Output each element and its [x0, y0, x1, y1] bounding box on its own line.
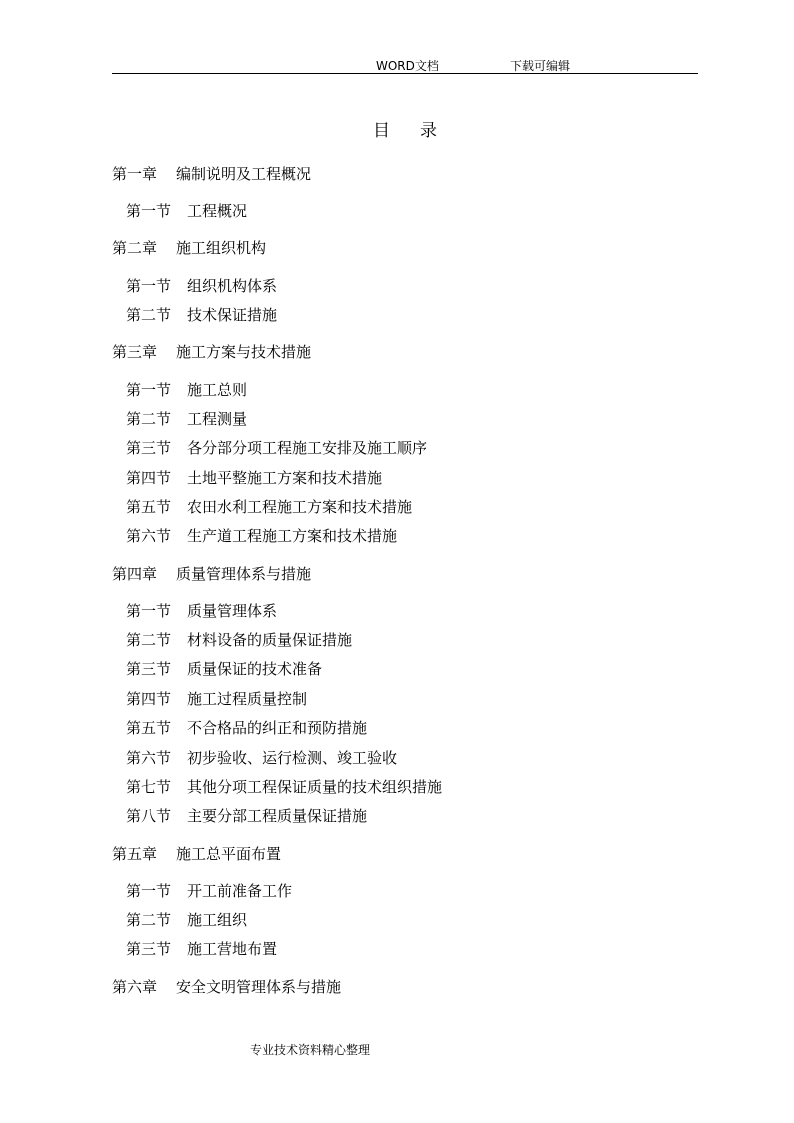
toc-entry-number: 第三节 [126, 439, 172, 457]
toc-chapter-entry [112, 163, 311, 184]
toc-section-entry [126, 805, 367, 826]
toc-entry-title: 其他分项工程保证质量的技术组织措施 [187, 778, 443, 796]
toc-entry-title: 质量管理体系与措施 [176, 565, 312, 583]
toc-entry-number: 第五节 [126, 498, 172, 516]
toc-entry-title: 工程概况 [187, 202, 248, 220]
toc-entry-number: 第二章 [112, 239, 158, 257]
toc-chapter-entry [112, 843, 281, 864]
toc-section-entry [126, 379, 247, 400]
toc-entry-number: 第一章 [112, 165, 158, 183]
toc-entry-number: 第六节 [126, 527, 172, 545]
toc-entry-title: 组织机构体系 [187, 277, 278, 295]
toc-section-entry [126, 688, 307, 709]
toc-entry-title: 农田水利工程施工方案和技术措施 [187, 498, 413, 516]
toc-entry-number: 第三节 [126, 940, 172, 958]
toc-section-entry [126, 717, 367, 738]
toc-entry-number: 第三章 [112, 343, 158, 361]
toc-entry-title: 施工组织 [187, 911, 248, 929]
toc-section-entry [126, 275, 277, 296]
toc-entry-title: 施工总则 [187, 381, 248, 399]
toc-entry-number: 第四节 [126, 690, 172, 708]
toc-section-entry [126, 629, 352, 650]
toc-entry-number: 第五章 [112, 845, 158, 863]
header-editable-note: 下载可编辑 [510, 59, 571, 73]
toc-entry-title: 初步验收、运行检测、竣工验收 [187, 749, 398, 767]
toc-entry-title: 质量保证的技术准备 [187, 660, 323, 678]
toc-section-entry [126, 525, 397, 546]
toc-entry-title: 技术保证措施 [187, 306, 278, 324]
toc-entry-title: 材料设备的质量保证措施 [187, 631, 353, 649]
toc-entry-title: 安全文明管理体系与措施 [176, 978, 342, 996]
toc-entry-number: 第三节 [126, 660, 172, 678]
toc-section-entry [126, 880, 292, 901]
toc-entry-title: 施工总平面布置 [176, 845, 282, 863]
toc-section-entry [126, 658, 322, 679]
toc-entry-title: 不合格品的纠正和预防措施 [187, 719, 368, 737]
toc-section-entry [126, 408, 247, 429]
toc-entry-title: 质量管理体系 [187, 602, 278, 620]
toc-entry-title: 施工营地布置 [187, 940, 278, 958]
toc-chapter-entry [112, 341, 311, 362]
toc-entry-title: 各分部分项工程施工安排及施工顺序 [187, 439, 428, 457]
toc-title: 目录 [373, 121, 467, 141]
toc-entry-title: 编制说明及工程概况 [176, 165, 312, 183]
toc-entry-number: 第六节 [126, 749, 172, 767]
toc-entry-title: 生产道工程施工方案和技术措施 [187, 527, 398, 545]
toc-entry-number: 第一节 [126, 277, 172, 295]
toc-section-entry [126, 776, 442, 797]
toc-entry-number: 第一节 [126, 882, 172, 900]
toc-entry-number: 第四章 [112, 565, 158, 583]
toc-entry-title: 土地平整施工方案和技术措施 [187, 469, 383, 487]
toc-entry-number: 第二节 [126, 631, 172, 649]
toc-entry-number: 第八节 [126, 807, 172, 825]
toc-entry-number: 第七节 [126, 778, 172, 796]
toc-chapter-entry [112, 976, 341, 997]
toc-entry-title: 工程测量 [187, 410, 248, 428]
toc-section-entry [126, 747, 397, 768]
toc-entry-title: 主要分部工程质量保证措施 [187, 807, 368, 825]
toc-section-entry [126, 600, 277, 621]
toc-section-entry [126, 938, 277, 959]
toc-entry-number: 第一节 [126, 202, 172, 220]
toc-entry-number: 第二节 [126, 410, 172, 428]
toc-section-entry [126, 437, 427, 458]
toc-section-entry [126, 200, 247, 221]
toc-entry-number: 第六章 [112, 978, 158, 996]
toc-section-entry [126, 467, 382, 488]
page-footer: 专业技术资料精心整理 [250, 1043, 371, 1057]
toc-entry-title: 施工组织机构 [176, 239, 267, 257]
toc-entry-number: 第四节 [126, 469, 172, 487]
toc-entry-title: 施工方案与技术措施 [176, 343, 312, 361]
toc-entry-number: 第二节 [126, 306, 172, 324]
toc-entry-title: 施工过程质量控制 [187, 690, 308, 708]
toc-section-entry [126, 496, 412, 517]
toc-entry-number: 第一节 [126, 381, 172, 399]
toc-entry-number: 第一节 [126, 602, 172, 620]
header-doc-type: WORD文档 [376, 59, 439, 73]
toc-section-entry [126, 909, 247, 930]
toc-chapter-entry [112, 563, 311, 584]
toc-section-entry [126, 304, 277, 325]
toc-entry-number: 第五节 [126, 719, 172, 737]
toc-chapter-entry [112, 237, 266, 258]
toc-entry-number: 第二节 [126, 911, 172, 929]
toc-entry-title: 开工前准备工作 [187, 882, 293, 900]
